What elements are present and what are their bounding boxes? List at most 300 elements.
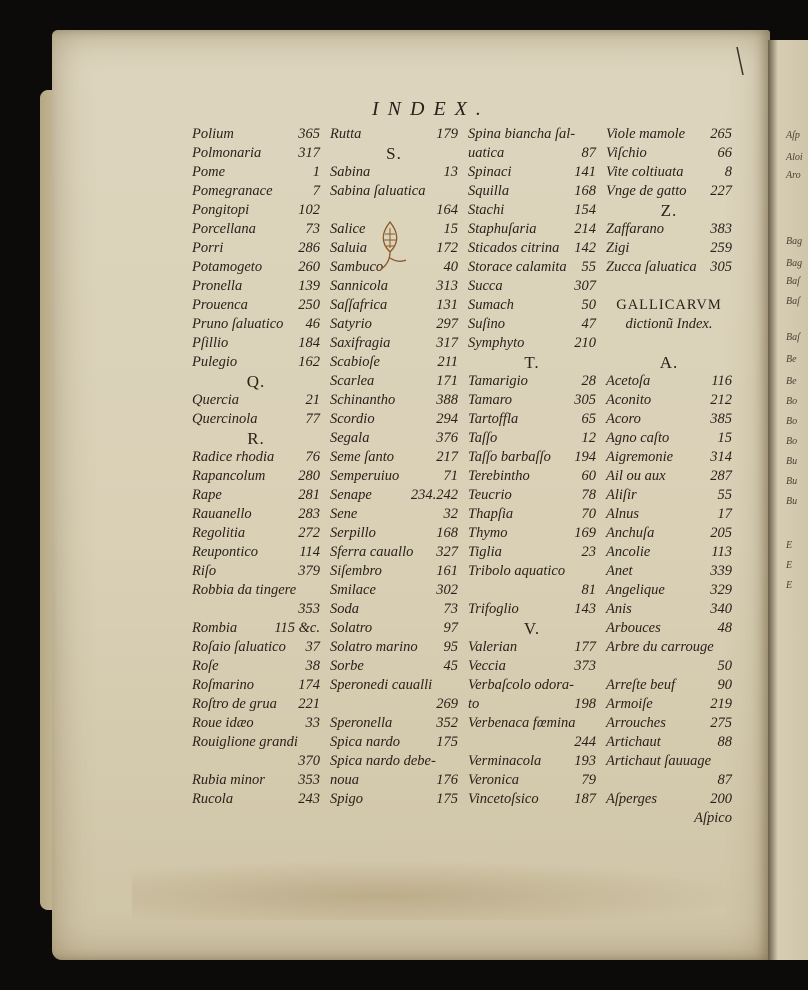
next-page-fragment: Bo bbox=[786, 436, 798, 447]
index-entry bbox=[468, 524, 596, 543]
index-entry bbox=[330, 315, 458, 334]
index-page-number: 217 bbox=[436, 449, 458, 465]
index-term: Rauanello bbox=[192, 506, 252, 522]
index-entry bbox=[330, 410, 458, 429]
index-entry bbox=[192, 391, 320, 410]
index-page-number: 221 bbox=[298, 696, 320, 712]
index-entry bbox=[192, 315, 320, 334]
index-term: Porri bbox=[192, 240, 224, 256]
index-page-number: 13 bbox=[443, 164, 458, 180]
index-term: Serpillo bbox=[330, 525, 376, 541]
index-term: Arreſte beuf bbox=[606, 677, 676, 693]
index-entry bbox=[330, 163, 458, 182]
index-term: Salice bbox=[330, 221, 366, 237]
index-entry bbox=[330, 638, 458, 657]
index-page-number: 294 bbox=[436, 411, 458, 427]
index-term: Verbenaca fœmina bbox=[468, 715, 576, 731]
index-term: Viole mamole bbox=[606, 126, 686, 142]
index-term: Sumach bbox=[468, 297, 514, 313]
index-term: Staphuſaria bbox=[468, 221, 537, 237]
index-term: Pronella bbox=[192, 278, 243, 294]
index-page-number: 365 bbox=[298, 126, 320, 142]
index-entry bbox=[330, 505, 458, 524]
index-term: Rouiglione grandi bbox=[192, 734, 298, 750]
index-entry bbox=[192, 201, 320, 220]
index-entry bbox=[330, 790, 458, 809]
index-term: Quercinola bbox=[192, 411, 258, 427]
index-entry bbox=[330, 334, 458, 353]
index-term: Pſillio bbox=[192, 335, 229, 351]
index-term: Siſembro bbox=[330, 563, 382, 579]
index-page-number: 176 bbox=[436, 772, 458, 788]
index-page-number: 297 bbox=[436, 316, 458, 332]
index-term: Spigo bbox=[330, 791, 364, 807]
index-entry bbox=[192, 676, 320, 695]
index-page-number: 70 bbox=[581, 506, 596, 522]
index-section-letter: GALLICARVM bbox=[616, 297, 722, 313]
index-page-number: 353 bbox=[298, 601, 320, 617]
index-section-letter: V. bbox=[523, 619, 541, 638]
index-term: Solatro bbox=[330, 620, 373, 636]
index-page-number: 116 bbox=[711, 373, 732, 389]
index-term: Prouenca bbox=[192, 297, 248, 313]
index-page-number: 307 bbox=[574, 278, 596, 294]
index-page-number: 250 bbox=[298, 297, 320, 313]
index-section-letter: R. bbox=[247, 429, 265, 448]
index-page-number: 73 bbox=[443, 601, 458, 617]
index-section-letter: Z. bbox=[660, 201, 678, 220]
index-entry bbox=[192, 277, 320, 296]
index-page-number: 114 bbox=[299, 544, 320, 560]
index-term: Arbre du carrouge bbox=[606, 639, 714, 655]
index-page-number: 81 bbox=[581, 582, 596, 598]
index-page-number: 40 bbox=[443, 259, 458, 275]
index-page-number: 73 bbox=[305, 221, 320, 237]
index-page-number: 379 bbox=[298, 563, 320, 579]
index-entry bbox=[192, 334, 320, 353]
index-term: Rucola bbox=[192, 791, 234, 807]
index-page-number: 32 bbox=[443, 506, 458, 522]
index-entry bbox=[468, 277, 596, 296]
index-entry bbox=[468, 790, 596, 809]
index-entry bbox=[468, 163, 596, 182]
index-page-number: 12 bbox=[581, 430, 596, 446]
index-entry bbox=[192, 657, 320, 676]
index-term: Vnge de gatto bbox=[606, 183, 687, 199]
index-entry bbox=[468, 676, 596, 695]
index-entry bbox=[606, 277, 732, 296]
index-term: Spinaci bbox=[468, 164, 512, 180]
next-page-fragment: Baſ bbox=[786, 332, 800, 343]
index-entry bbox=[330, 448, 458, 467]
index-term: Potamogeto bbox=[192, 259, 263, 275]
index-term: Scabioſe bbox=[330, 354, 380, 370]
index-term: Angelique bbox=[606, 582, 665, 598]
index-term: Aigremonie bbox=[606, 449, 674, 465]
index-term: Regolitia bbox=[192, 525, 246, 541]
next-page-fragment: Bu bbox=[786, 456, 798, 467]
index-page-number: 87 bbox=[717, 772, 732, 788]
index-entry bbox=[468, 638, 596, 657]
next-page-fragment: E bbox=[786, 560, 793, 571]
index-entry bbox=[468, 752, 596, 771]
index-term: Robbia da tingere bbox=[192, 582, 297, 598]
index-term: Squilla bbox=[468, 183, 510, 199]
index-term: Aconito bbox=[606, 392, 652, 408]
index-page-number: 287 bbox=[710, 468, 732, 484]
index-entry bbox=[192, 752, 320, 771]
index-page-number: 272 bbox=[298, 525, 320, 541]
index-entry bbox=[606, 334, 732, 353]
index-term: Tribolo aquatico bbox=[468, 563, 566, 579]
index-page-number: 329 bbox=[710, 582, 732, 598]
index-page-number: 23 bbox=[581, 544, 596, 560]
index-term: Aſperges bbox=[606, 791, 658, 807]
index-entry bbox=[330, 467, 458, 486]
index-entry bbox=[192, 714, 320, 733]
index-term: Roſmarino bbox=[192, 677, 255, 693]
index-page-number: 79 bbox=[581, 772, 596, 788]
index-term: Pomegranace bbox=[192, 183, 273, 199]
index-entry bbox=[330, 144, 458, 163]
index-section-letter: Q. bbox=[246, 372, 266, 391]
next-page-fragment: E bbox=[786, 540, 793, 551]
index-subtitle: dictionũ Index. bbox=[625, 316, 713, 332]
index-page-number: 37 bbox=[305, 639, 320, 655]
index-term: Senape bbox=[330, 487, 372, 503]
index-term: Veronica bbox=[468, 772, 520, 788]
index-entry bbox=[606, 448, 732, 467]
index-entry bbox=[606, 714, 732, 733]
index-page-number: 260 bbox=[298, 259, 320, 275]
next-page-fragment: E bbox=[786, 580, 793, 591]
index-term: Suſino bbox=[468, 316, 506, 332]
index-entry bbox=[606, 581, 732, 600]
index-entry bbox=[468, 353, 596, 372]
next-page-fragment: Bu bbox=[786, 496, 798, 507]
index-page-number: 48 bbox=[717, 620, 732, 636]
index-term: Saxifragia bbox=[330, 335, 391, 351]
index-page-number: 200 bbox=[710, 791, 732, 807]
index-term: Succa bbox=[468, 278, 503, 294]
index-page-number: 352 bbox=[436, 715, 458, 731]
index-term: Sorbe bbox=[330, 658, 364, 674]
index-page-number: 55 bbox=[581, 259, 596, 275]
index-term: Sferra cauallo bbox=[330, 544, 414, 560]
index-term: Sabina ſaluatica bbox=[330, 183, 426, 199]
index-entry bbox=[468, 125, 596, 144]
index-term: Spica nardo debe- bbox=[330, 753, 436, 769]
index-column-4 bbox=[606, 125, 732, 828]
index-entry bbox=[606, 315, 732, 334]
index-entry bbox=[606, 125, 732, 144]
index-entry bbox=[192, 296, 320, 315]
index-entry bbox=[192, 125, 320, 144]
index-entry bbox=[330, 182, 458, 201]
index-term: Schinantho bbox=[330, 392, 396, 408]
index-page-number: 214 bbox=[574, 221, 596, 237]
index-page-number: 77 bbox=[305, 411, 320, 427]
index-term: Soda bbox=[330, 601, 359, 617]
index-entry bbox=[330, 277, 458, 296]
index-entry bbox=[192, 581, 320, 600]
index-term: Ancolie bbox=[606, 544, 651, 560]
index-page-number: 210 bbox=[574, 335, 596, 351]
index-term: Saſſafrica bbox=[330, 297, 388, 313]
index-entry bbox=[330, 562, 458, 581]
index-entry bbox=[606, 543, 732, 562]
index-term: Tiglia bbox=[468, 544, 502, 560]
index-entry bbox=[330, 695, 458, 714]
index-term: Verbaſcolo odora- bbox=[468, 677, 574, 693]
next-page-fragment: Aloi bbox=[786, 152, 803, 163]
index-term: uatica bbox=[468, 145, 505, 161]
index-term: Scordio bbox=[330, 411, 375, 427]
index-page-number: 172 bbox=[436, 240, 458, 256]
index-term: Viſchio bbox=[606, 145, 647, 161]
page-stain bbox=[132, 860, 752, 920]
index-page-number: 50 bbox=[717, 658, 732, 674]
index-term: Sene bbox=[330, 506, 358, 522]
index-entry bbox=[606, 676, 732, 695]
index-entry bbox=[468, 695, 596, 714]
index-entry bbox=[192, 600, 320, 619]
index-page-number: 205 bbox=[710, 525, 732, 541]
index-page-number: 143 bbox=[574, 601, 596, 617]
index-term: Radice rhodia bbox=[192, 449, 275, 465]
index-term: Symphyto bbox=[468, 335, 525, 351]
index-term: Sabina bbox=[330, 164, 371, 180]
index-entry bbox=[330, 714, 458, 733]
index-term: Sannicola bbox=[330, 278, 388, 294]
index-entry bbox=[192, 638, 320, 657]
index-entry bbox=[192, 467, 320, 486]
index-entry bbox=[330, 619, 458, 638]
index-entry bbox=[330, 657, 458, 676]
index-term: Roue idæo bbox=[192, 715, 254, 731]
index-entry bbox=[606, 353, 732, 372]
index-term: Saluia bbox=[330, 240, 368, 256]
index-section-letter: A. bbox=[659, 353, 679, 372]
index-entry bbox=[606, 638, 732, 657]
index-page-number: 269 bbox=[436, 696, 458, 712]
index-page-number: 21 bbox=[305, 392, 320, 408]
index-term: Zucca ſaluatica bbox=[606, 259, 697, 275]
index-section-letter: T. bbox=[524, 353, 540, 372]
index-entry bbox=[192, 695, 320, 714]
index-page-number: 33 bbox=[305, 715, 320, 731]
index-term: Taſſo bbox=[468, 430, 498, 446]
index-term: Sambuco bbox=[330, 259, 384, 275]
index-entry bbox=[330, 581, 458, 600]
index-term: Taſſo barbaſſo bbox=[468, 449, 551, 465]
index-entry bbox=[330, 296, 458, 315]
index-term: Pome bbox=[192, 164, 226, 180]
index-page-number: 259 bbox=[710, 240, 732, 256]
index-page-number: 168 bbox=[574, 183, 596, 199]
index-term: Speronedi caualli bbox=[330, 677, 433, 693]
index-entry bbox=[606, 505, 732, 524]
index-entry bbox=[468, 220, 596, 239]
index-entry bbox=[330, 372, 458, 391]
index-term: Polmonaria bbox=[192, 145, 262, 161]
index-entry bbox=[606, 258, 732, 277]
index-term: Ail ou aux bbox=[606, 468, 666, 484]
index-column-3 bbox=[468, 125, 596, 809]
index-page-number: 193 bbox=[574, 753, 596, 769]
index-entry bbox=[468, 581, 596, 600]
index-entry bbox=[192, 543, 320, 562]
index-page-number: 164 bbox=[436, 202, 458, 218]
index-entry bbox=[606, 429, 732, 448]
index-term: Seme ſanto bbox=[330, 449, 395, 465]
index-page-number: 71 bbox=[443, 468, 458, 484]
index-page-number: 162 bbox=[298, 354, 320, 370]
index-term: Vite coltiuata bbox=[606, 164, 684, 180]
index-page-number: 219 bbox=[710, 696, 732, 712]
index-page-number: 15 bbox=[717, 430, 732, 446]
index-entry bbox=[468, 315, 596, 334]
index-page-number: 283 bbox=[298, 506, 320, 522]
index-term: Tamarigio bbox=[468, 373, 528, 389]
index-term: Veccia bbox=[468, 658, 506, 674]
index-entry bbox=[468, 657, 596, 676]
index-entry bbox=[468, 410, 596, 429]
index-page-number: 317 bbox=[298, 145, 320, 161]
index-page-number: 194 bbox=[574, 449, 596, 465]
next-page-fragment: Bag bbox=[786, 258, 803, 269]
index-page-number: 47 bbox=[581, 316, 596, 332]
index-entry bbox=[606, 239, 732, 258]
index-page-number: 376 bbox=[436, 430, 458, 446]
index-term: Rubia minor bbox=[192, 772, 265, 788]
index-term: Vincetoſsico bbox=[468, 791, 539, 807]
index-page-number: 76 bbox=[305, 449, 320, 465]
index-term: Roſtro de grua bbox=[192, 696, 277, 712]
index-page-number: 179 bbox=[436, 126, 458, 142]
index-page-number: 161 bbox=[436, 563, 458, 579]
index-column-1 bbox=[192, 125, 320, 809]
index-entry bbox=[606, 220, 732, 239]
next-page-fragment: Bo bbox=[786, 396, 798, 407]
index-term: Valerian bbox=[468, 639, 518, 655]
index-page-number: 95 bbox=[443, 639, 458, 655]
index-term: Spica nardo bbox=[330, 734, 400, 750]
index-entry bbox=[192, 505, 320, 524]
index-entry bbox=[192, 619, 320, 638]
index-term: Storace calamita bbox=[468, 259, 567, 275]
index-entry bbox=[606, 182, 732, 201]
index-entry bbox=[468, 562, 596, 581]
index-entry bbox=[192, 239, 320, 258]
index-term: Tamaro bbox=[468, 392, 513, 408]
index-term: Acoro bbox=[606, 411, 641, 427]
index-page-number: 175 bbox=[436, 791, 458, 807]
index-entry bbox=[330, 353, 458, 372]
index-page-number: 383 bbox=[710, 221, 732, 237]
index-entry bbox=[192, 372, 320, 391]
index-entry bbox=[468, 714, 596, 733]
next-page-fragment: Baſ bbox=[786, 296, 800, 307]
index-term: Arbouces bbox=[606, 620, 661, 636]
index-entry bbox=[192, 182, 320, 201]
index-page-number: 373 bbox=[574, 658, 596, 674]
index-entry bbox=[468, 543, 596, 562]
index-term: Armoiſe bbox=[606, 696, 653, 712]
index-page-number: 340 bbox=[710, 601, 732, 617]
index-entry bbox=[468, 239, 596, 258]
next-page-fragment: Aſp bbox=[786, 130, 800, 141]
index-term: Anchuſa bbox=[606, 525, 655, 541]
index-entry bbox=[606, 695, 732, 714]
index-page-number: 115 &c. bbox=[274, 620, 320, 636]
index-entry bbox=[606, 790, 732, 809]
index-page-number: 142 bbox=[574, 240, 596, 256]
index-term: to bbox=[468, 696, 480, 712]
index-term: Trifoglio bbox=[468, 601, 519, 617]
index-entry bbox=[606, 467, 732, 486]
index-entry bbox=[192, 429, 320, 448]
index-term: Anis bbox=[606, 601, 632, 617]
index-page-number: 265 bbox=[710, 126, 732, 142]
index-section-letter: S. bbox=[386, 144, 402, 163]
index-page-number: 65 bbox=[581, 411, 596, 427]
index-entry bbox=[468, 771, 596, 790]
next-page-fragment: Bo bbox=[786, 416, 798, 427]
index-entry bbox=[606, 771, 732, 790]
index-term: Porcellana bbox=[192, 221, 256, 237]
index-page-number: 66 bbox=[717, 145, 732, 161]
next-page-fragment: Be bbox=[786, 376, 797, 387]
index-entry bbox=[192, 562, 320, 581]
index-entry bbox=[192, 524, 320, 543]
index-page-number: 169 bbox=[574, 525, 596, 541]
index-term: Quercia bbox=[192, 392, 239, 408]
index-entry bbox=[606, 296, 732, 315]
index-entry bbox=[606, 657, 732, 676]
index-entry bbox=[330, 600, 458, 619]
index-term: Riſo bbox=[192, 563, 217, 579]
index-entry bbox=[192, 486, 320, 505]
index-page-number: 8 bbox=[724, 164, 732, 180]
index-term: Semperuiuo bbox=[330, 468, 400, 484]
index-term: Rapancolum bbox=[192, 468, 266, 484]
next-page-fragment: Be bbox=[786, 354, 797, 365]
next-page-fragment: Baſ bbox=[786, 276, 800, 287]
index-entry bbox=[606, 372, 732, 391]
index-page-number: 15 bbox=[443, 221, 458, 237]
next-page-edge bbox=[768, 40, 808, 960]
index-entry bbox=[330, 486, 458, 505]
index-term: Polium bbox=[192, 126, 234, 142]
index-term: Artichaut ſauuage bbox=[606, 753, 712, 769]
index-entry bbox=[606, 486, 732, 505]
index-term: Arrouches bbox=[606, 715, 666, 731]
index-page-number: 211 bbox=[437, 354, 458, 370]
index-page-number: 28 bbox=[581, 373, 596, 389]
index-entry bbox=[468, 372, 596, 391]
index-term: Zaffarano bbox=[606, 221, 665, 237]
index-page-number: 244 bbox=[574, 734, 596, 750]
index-page-number: 38 bbox=[305, 658, 320, 674]
index-entry bbox=[192, 448, 320, 467]
index-term: Agno caſto bbox=[606, 430, 670, 446]
index-page-number: 227 bbox=[710, 183, 732, 199]
index-term: Aſpico bbox=[694, 810, 732, 826]
index-entry bbox=[330, 391, 458, 410]
index-entry bbox=[606, 163, 732, 182]
index-entry bbox=[468, 334, 596, 353]
